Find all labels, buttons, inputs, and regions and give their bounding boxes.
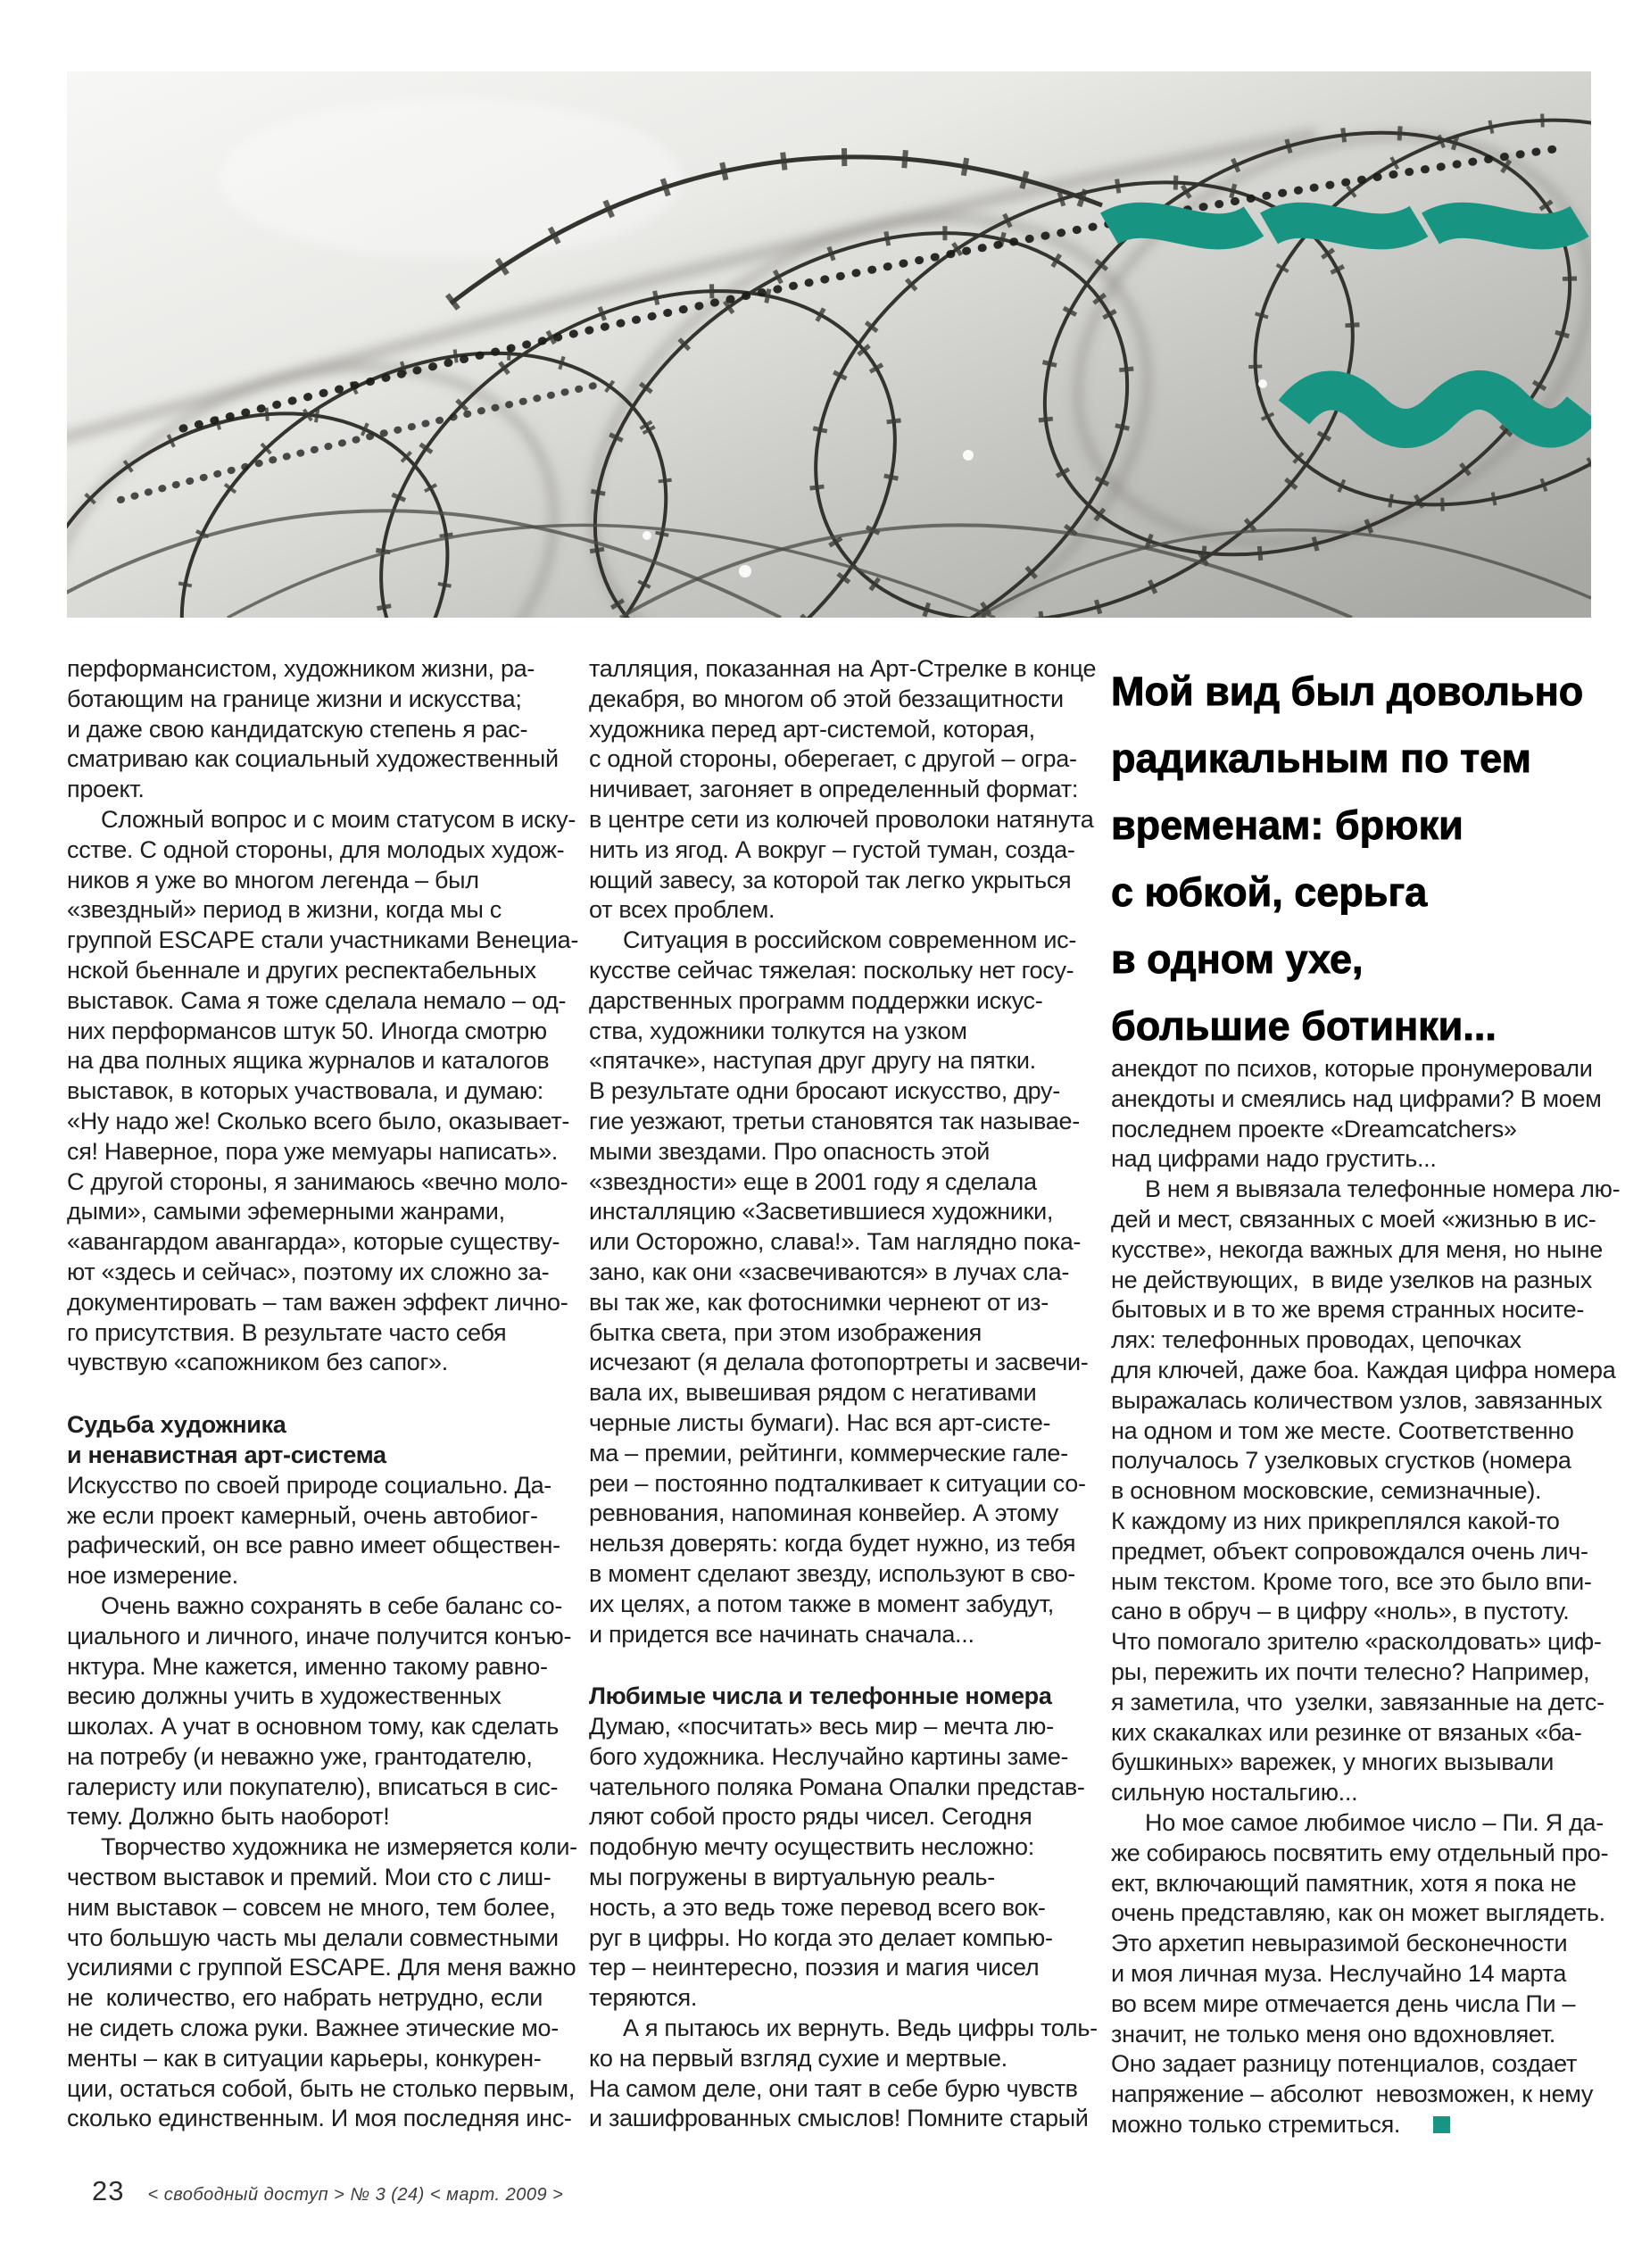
text-line: группой ESCAPE стали участниками Венециа- — [67, 926, 579, 954]
text-line: инсталляцию «Засветившиеся художники, — [589, 1198, 1054, 1225]
text-line: С другой стороны, я занимаюсь «вечно моло- — [67, 1167, 568, 1195]
text-line: выставок, в которых участвовала, и думаю: — [67, 1077, 543, 1105]
text-line: Творчество художника не измеряется коли- — [101, 1833, 577, 1861]
text-line: зано, как они «засвечиваются» в лучах сла- — [589, 1258, 1070, 1285]
text-line: Но мое самое любимое число – Пи. Я да- — [1145, 1808, 1604, 1836]
text-line: не сидеть сложа руки. Важнее этические мо- — [67, 2015, 559, 2042]
text-line: нской бьеннале и других респектабельных — [67, 956, 536, 984]
text-line: и придется все начинать сначала... — [589, 1620, 974, 1648]
text-line: можно только стремиться. — [1111, 2110, 1624, 2140]
text-line: проект. — [67, 776, 145, 803]
text-line: в основном московские, семизначные). — [1111, 1477, 1542, 1505]
text-line: и моя личная муза. Неслучайно 14 марта — [1111, 1959, 1567, 1987]
page-footer — [92, 2175, 563, 2207]
text-line: сматриваю как социальный художественный — [67, 745, 559, 773]
text-line: чувствую «сапожником без сапог». — [67, 1349, 448, 1376]
text-line: ное измерение. — [67, 1562, 238, 1590]
text-line: теряются. — [589, 1984, 698, 2012]
text-line: в одном ухе, — [1111, 936, 1364, 982]
text-line: школах. А учат в основном тому, как сделать — [67, 1713, 560, 1740]
text-line: ции, остаться собой, быть не столько первым, — [67, 2074, 576, 2102]
text-line: Думаю, «посчитать» весь мир – мечта лю- — [589, 1713, 1054, 1740]
text-line: менты – как в ситуации карьеры, конкурен- — [67, 2044, 542, 2072]
article-column-3 — [1111, 1054, 1624, 2140]
text-line: выражалась количеством узлов, завязанных — [1111, 1386, 1603, 1414]
text-line: весию должны учить в художественных — [67, 1682, 502, 1710]
text-line: ным текстом. Кроме того, все это было впи- — [1111, 1567, 1592, 1595]
text-line: же собираюсь посвятить ему отдельный про- — [1111, 1839, 1609, 1866]
text-line: бытка света, при этом изображения — [589, 1318, 982, 1346]
text-line: дей и мест, связанных с моей «жизнью в ис- — [1111, 1205, 1596, 1233]
heading-line: и ненавистная арт-система — [67, 1441, 386, 1468]
text-line: дарственных программ поддержки искус- — [589, 986, 1043, 1014]
text-line: я заметила, что узелки, завязанные на детс- — [1111, 1688, 1604, 1716]
text-line: них перформансов штук 50. Иногда смотрю — [67, 1017, 547, 1044]
text-line: большие ботинки... — [1111, 1003, 1497, 1049]
text-line: ся! Наверное, пора уже мемуары написать». — [67, 1137, 558, 1165]
text-line: В результате одни бросают искусство, дру- — [589, 1077, 1060, 1105]
page-number: 23 — [92, 2175, 125, 2206]
text-line: нить из ягод. А вокруг – густой туман, созда- — [589, 835, 1075, 863]
text-line: над цифрами надо грустить... — [1111, 1145, 1437, 1173]
text-line: анекдот по психов, которые пронумеровали — [1111, 1055, 1593, 1082]
text-line: ющий завесу, за которой так легко укрыться — [589, 866, 1072, 893]
text-line: подобную мечту осуществить несложно: — [589, 1833, 1034, 1861]
text-line: ко на первый взгляд сухие и мертвые. — [589, 2044, 1007, 2072]
text-line: и даже свою кандидатскую степень я рас- — [67, 715, 528, 743]
text-line: сстве. С одной стороны, для молодых худож- — [67, 835, 565, 863]
text-line: значит, не только меня оно вдохновляет. — [1111, 2020, 1555, 2048]
text-line: Ситуация в российском современном ис- — [623, 926, 1077, 954]
heading-line: Судьба художника — [67, 1411, 286, 1439]
heading-line: Любимые числа и телефонные номера — [589, 1682, 1052, 1710]
text-line: В нем я вывязала телефонные номера лю- — [1145, 1176, 1621, 1203]
text-line: «Ну надо же! Сколько всего было, оказывает- — [67, 1107, 570, 1134]
text-line: ников я уже во многом легенда – был — [67, 866, 479, 893]
text-line: циального и личного, иначе получится конъю- — [67, 1622, 572, 1649]
text-line: последнем проекте «Dreamcatchers» — [1111, 1115, 1517, 1142]
text-line: анекдоты и смеялись над цифрами? В моем — [1111, 1084, 1602, 1112]
text-line: для ключей, даже боа. Каждая цифра номера — [1111, 1356, 1616, 1383]
text-line: предмет, объект сопровождался очень лич- — [1111, 1537, 1588, 1565]
text-line: ры, пережить их почти телесно? Например, — [1111, 1657, 1590, 1685]
text-line: не действующих, в виде узелков на разных — [1111, 1266, 1592, 1293]
text-line: с юбкой, серьга — [1111, 869, 1428, 915]
text-line: тему. Должно быть наоборот! — [67, 1803, 390, 1831]
text-line: не количество, его набрать нетрудно, если — [67, 1984, 543, 2012]
text-line: вы так же, как фотоснимки чернеют от из- — [589, 1288, 1049, 1316]
text-line: перформансистом, художником жизни, ра- — [67, 655, 535, 682]
text-line: в момент сделают звезду, используют в сво- — [589, 1559, 1075, 1587]
text-line: получалось 7 узелковых сгустков (номера — [1111, 1447, 1571, 1475]
text-line: напряжение – абсолют невозможен, к нему — [1111, 2081, 1594, 2108]
text-line: лях: телефонных проводах, цепочках — [1111, 1326, 1521, 1354]
text-line: же если проект камерный, очень автобиог- — [67, 1501, 538, 1529]
text-line: бого художника. Неслучайно картины заме- — [589, 1742, 1069, 1770]
text-line: ма – премии, рейтинги, коммерческие гале- — [589, 1439, 1068, 1466]
article-end-marker — [1433, 2116, 1450, 2133]
text-line: ревнования, напоминая конвейер. А этому — [589, 1500, 1058, 1527]
text-line: А я пытаюсь их вернуть. Ведь цифры толь- — [623, 2015, 1098, 2042]
text-line: руг в цифры. Но когда это делает компью- — [589, 1923, 1053, 1951]
text-line: На самом деле, они таят в себе бурю чувств — [589, 2074, 1078, 2102]
text-line: что большую часть мы делали совместными — [67, 1923, 559, 1951]
text-line: ность, а это ведь тоже перевод всего вок- — [589, 1893, 1046, 1921]
text-line: «звездности» еще в 2001 году я сделала — [589, 1167, 1037, 1195]
text-line: документировать – там важен эффект лично- — [67, 1288, 568, 1316]
text-line: ют «здесь и сейчас», поэтому их сложно за- — [67, 1258, 550, 1285]
text-line: тер – неинтересно, поэзия и магия чисел — [589, 1954, 1040, 1981]
text-line: исчезают (я делала фотопортреты и засвечи- — [589, 1349, 1089, 1376]
text-line: в центре сети из колючей проволоки натянута — [589, 805, 1094, 833]
text-line: сано в обруч – в цифру «ноль», в пустоту. — [1111, 1598, 1570, 1625]
text-line: на два полных ящика журналов и каталогов — [67, 1047, 550, 1075]
text-line: сильную ностальгию... — [1111, 1779, 1358, 1807]
article-column-1 — [67, 654, 580, 2134]
text-line: гие уезжают, третьи становятся так называе- — [589, 1107, 1080, 1134]
text-line: мыми звездами. Про опасность этой — [589, 1137, 991, 1165]
text-line: талляция, показанная на Арт-Стрелке в конце — [589, 655, 1097, 682]
text-line: ких скакалках или резинке от вязаных «ба- — [1111, 1718, 1582, 1746]
text-line: декабря, во многом об этой беззащитности — [589, 685, 1064, 712]
text-line: К каждому из них прикреплялся какой-то — [1111, 1507, 1560, 1534]
text-line: нктура. Мне кажется, именно такому равно- — [67, 1652, 548, 1680]
text-line: бушкиных» варежек, у многих вызывали — [1111, 1749, 1554, 1776]
wave-icon — [1430, 220, 1580, 232]
text-line: рафический, он все равно имеет обществен- — [67, 1532, 560, 1559]
text-line: их целях, а потом также в момент забудут, — [589, 1590, 1054, 1617]
text-line: ничивает, загоняет в определенный формат: — [589, 776, 1079, 803]
text-line: сколько единственным. И моя последняя инс- — [67, 2105, 572, 2132]
text-line: и зашифрованных смыслов! Помните старый — [589, 2105, 1089, 2132]
text-line: Мой вид был довольно — [1111, 669, 1584, 714]
issue-info: < свободный доступ > № 3 (24) < март. 2009 > — [147, 2185, 564, 2205]
text-line: кусстве», некогда важных для меня, но ныне — [1111, 1235, 1603, 1263]
text-line: Оно задает разницу потенциалов, создает — [1111, 2050, 1578, 2078]
text-line: чеством выставок и премий. Мои сто с лиш- — [67, 1864, 551, 1891]
wave-icon — [1269, 220, 1419, 232]
text-line: во всем мире отмечается день числа Пи – — [1111, 1990, 1576, 2017]
text-line: нельзя доверять: когда будет нужно, из тебя — [589, 1530, 1076, 1558]
text-line: усилиями с группой ESCAPE. Для меня важно — [67, 1954, 576, 1981]
text-line: «звездный» период в жизни, когда мы с — [67, 896, 502, 924]
text-line: временам: брюки — [1111, 802, 1463, 848]
text-line: черные листы бумаги). Нас вся арт-систе- — [589, 1408, 1051, 1436]
text-line: кусстве сейчас тяжелая: поскольку нет госу- — [589, 956, 1074, 984]
text-line: Что помогало зрителю «расколдовать» циф- — [1111, 1628, 1602, 1656]
article-column-2 — [589, 654, 1102, 2134]
wave-icon — [1109, 220, 1254, 232]
text-line: ект, включающий памятник, хотя я пока не — [1111, 1869, 1577, 1897]
text-line: радикальным по тем — [1111, 735, 1531, 781]
text-line: реи – постоянно подталкивает к ситуации со- — [589, 1469, 1086, 1497]
text-line: Это архетип невыразимой бесконечности — [1111, 1930, 1568, 1957]
text-line: на одном и том же месте. Соответственно — [1111, 1416, 1574, 1444]
text-line: выставок. Сама я тоже сделала немало – од- — [67, 986, 567, 1014]
barbed-wire-photo — [67, 71, 1591, 618]
text-line: или Осторожно, слава!». Там наглядно пока- — [589, 1228, 1082, 1256]
barbed-wire-photo-art — [67, 71, 1591, 618]
text-line: бытовых и в то же время странных носите- — [1111, 1296, 1585, 1324]
text-line: с одной стороны, оберегает, с другой – огра- — [589, 745, 1077, 773]
pull-quote — [1111, 658, 1583, 1059]
text-line: галеристу или покупателю), вписаться в сис- — [67, 1773, 559, 1800]
text-line: на потребу (и неважно уже, грантодателю, — [67, 1742, 533, 1770]
text-line: «пятачке», наступая друг другу на пятки. — [589, 1047, 1036, 1075]
text-line: художника перед арт-системой, которая, — [589, 715, 1035, 743]
text-line: Очень важно сохранять в себе баланс со- — [101, 1591, 563, 1619]
text-line: очень представляю, как он может выглядеть. — [1111, 1899, 1605, 1927]
text-line: дыми», самыми эфемерными жанрами, — [67, 1198, 505, 1225]
text-line: Сложный вопрос и с моим статусом в иску- — [101, 805, 576, 833]
text-line: мы погружены в виртуальную реаль- — [589, 1864, 995, 1891]
text-line: «авангардом авангарда», которые существу- — [67, 1228, 560, 1256]
text-line: ботающим на границе жизни и искусства; — [67, 685, 522, 712]
text-line: го присутствия. В результате часто себя — [67, 1318, 507, 1346]
text-line: Искусство по своей природе социально. Да- — [67, 1471, 551, 1499]
text-line: чательного поляка Романа Опалки представ- — [589, 1773, 1085, 1800]
text-line: от всех проблем. — [589, 896, 775, 924]
text-line: вала их, вывешивая рядом с негативами — [589, 1379, 1037, 1407]
text-line: ним выставок – совсем не много, тем более, — [67, 1893, 556, 1921]
text-line: ляют собой просто ряды чисел. Сегодня — [589, 1803, 1032, 1831]
text-line: ства, художники толкутся на узком — [589, 1017, 967, 1044]
